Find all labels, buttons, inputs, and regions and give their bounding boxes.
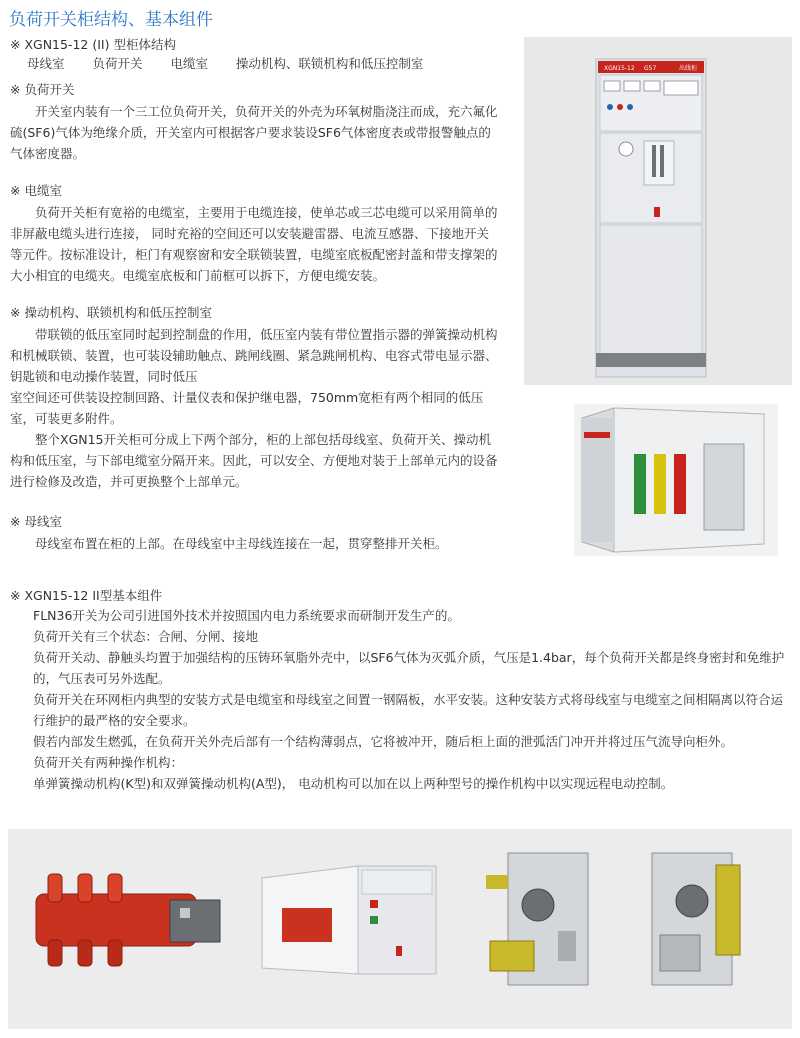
spring-mechanism-illustration-1: [478, 845, 608, 995]
structure-components-line: 母线室 负荷开关 电缆室 操动机构、联锁机构和低压控制室: [27, 56, 424, 71]
cable-room-paragraph: [10, 202, 500, 286]
components-list: [33, 605, 793, 794]
spring-mechanism-illustration-2: [632, 845, 762, 995]
mechanism-text-1: 带联锁的低压室同时起到控制盘的作用，低压室内装有带位置指示器的弹簧操动机构和机械联锁、装置，也可装设辅助触点、跳闸线圈、紧急跳闸机构、电容式带电显示器、钥匙锁和电动操作装置，同时低压: [10, 327, 498, 384]
load-switch-text: 开关室内装有一个三工位负荷开关，负荷开关的外壳为环氧树脂浇注而成，充六氟化硫(SF6)气体为绝缘介质，开关室内可根据客户要求装设SF6气体密度表或带报警触点的气体密度器。: [10, 104, 498, 161]
cabinet-photo: [524, 37, 792, 385]
cabinet-interior-illustration: [574, 404, 778, 556]
load-switch-illustration: [30, 860, 235, 980]
section-header-cable-room: ※ 电缆室: [10, 183, 62, 198]
cabinet-illustration: [524, 37, 792, 385]
cable-room-text: 负荷开关柜有宽裕的电缆室，主要用于电缆连接，使单芯或三芯电缆可以采用简单的非屏蔽电缆头进行连接， 同时充裕的空间还可以安装避雷器、电流互感器、下接地开关等元件。按标准设计，柜门有观察窗和安全联锁装置，电缆室底板配密封盖和带支撑架的大小相宜的电缆夹。电缆室底板和门前框可以拆下，方便电缆安装。: [10, 205, 498, 283]
cabinet-name-label: 出线柜: [679, 65, 698, 72]
cabinet-interior-photo: [574, 404, 778, 556]
spring-mechanism-photo-1: [478, 845, 608, 995]
mechanism-paragraph: [10, 324, 500, 492]
load-switch-photo: [30, 860, 235, 980]
section-header-load-switch: ※ 负荷开关: [10, 82, 75, 97]
cabinet-model-label: XGN15-12: [604, 65, 635, 72]
components-item: 假若内部发生燃弧，在负荷开关外壳后部有一个结构薄弱点，它将被冲开，随后柜上面的泄弧活门冲开并将过压气流导向柜外。: [33, 734, 734, 749]
cabinet-side-illustration: [258, 856, 443, 984]
section-header-busbar: ※ 母线室: [10, 514, 62, 529]
busbar-text: 母线室布置在柜的上部。在母线室中主母线连接在一起，贯穿整排开关柜。: [35, 536, 448, 551]
section-header-structure: ※ XGN15-12 (II) 型柜体结构: [10, 37, 176, 52]
mechanism-text-2: 室空间还可供装设控制回路、计量仪表和保护继电器，750mm宽柜有两个相同的低压室，可装更多附件。: [10, 390, 484, 426]
spring-mechanism-photo-2: [632, 845, 762, 995]
components-item: 负荷开关有两种操作机构：: [33, 755, 184, 770]
components-item: 负荷开关动、静触头均置于加强结构的压铸环氧脂外壳中，以SF6气体为灭弧介质，气压是1.4bar，每个负荷开关都是终身密封和免维护的，气压表可另外选配。: [33, 650, 785, 686]
section-header-mechanism: ※ 操动机构、联锁机构和低压控制室: [10, 305, 212, 320]
components-item: 负荷开关在环网柜内典型的安装方式是电缆室和母线室之间置一钢隔板，水平安装。这种安装方式将母线室与电缆室之间相隔离以符合运行维护的最严格的安全要求。: [33, 692, 784, 728]
section-header-components: ※ XGN15-12 II型基本组件: [10, 588, 163, 603]
cabinet-code-label: G57: [644, 65, 657, 72]
busbar-paragraph: [10, 533, 500, 554]
load-switch-paragraph: [10, 101, 500, 164]
components-item: FLN36开关为公司引进国外技术并按照国内电力系统要求而研制开发生产的。: [33, 608, 460, 623]
components-item: 负荷开关有三个状态：合闸、分闸、接地: [33, 629, 259, 644]
cabinet-side-photo: [258, 856, 443, 984]
page-title: 负荷开关柜结构、基本组件: [9, 10, 213, 30]
components-item: 单弹簧操动机构(K型)和双弹簧操动机构(A型)， 电动机构可以加在以上两种型号的操作机构中以实现远程电动控制。: [33, 776, 674, 791]
mechanism-text-3: 整个XGN15开关柜可分成上下两个部分，柜的上部包括母线室、负荷开关、操动机构和低压室，与下部电缆室分隔开来。因此，可以安全、方便地对装于上部单元内的设备进行检修及改造，并可更换整个上部单元。: [10, 432, 498, 489]
